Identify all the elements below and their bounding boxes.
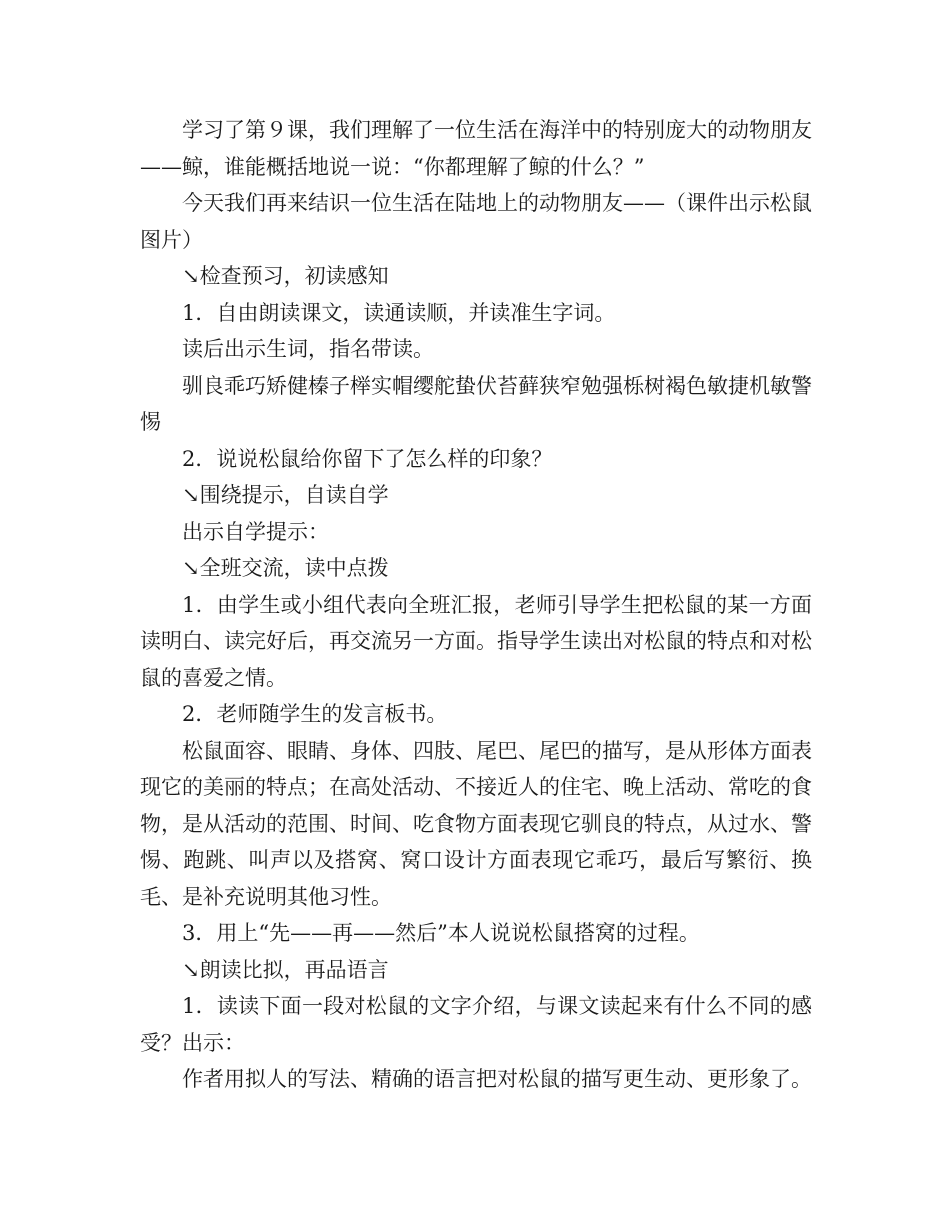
paragraph-show-vocabulary: 读后出示生词，指名带读。 <box>182 337 434 361</box>
paragraph-self-study-prompt: 出示自学提示： <box>182 519 329 544</box>
paragraph-personification-summary: 作者用拟人的写法、精确的语言把对松鼠的描写更生动、更形象了。 <box>182 1067 812 1091</box>
paragraph-step-1-compare-text: 1．读读下面一段对松鼠的文字介绍，与课文读起来有什么不同的感受？出示： <box>140 994 812 1055</box>
paragraph-step-3-nest-process: 3．用上“先——再——然后”本人说说松鼠搭窝的过程。 <box>182 921 700 945</box>
paragraph-new-friend: 今天我们再来结识一位生活在陆地上的动物朋友——（课件出示松鼠图片） <box>140 191 812 252</box>
section-heading-self-study: ↘围绕提示，自读自学 <box>182 483 389 507</box>
document-body <box>140 112 812 1098</box>
paragraph-step-1-report: 1．由学生或小组代表向全班汇报，老师引导学生把松鼠的某一方面读明白、读完好后，再交流另一方面。指导学生读出对松鼠的特点和对松鼠的喜爱之情。 <box>140 592 812 690</box>
paragraph-squirrel-analysis: 松鼠面容、眼睛、身体、四肢、尾巴、尾巴的描写，是从形体方面表现它的美丽的特点；在高处活动、不接近人的住宅、晚上活动、常吃的食物，是从活动的范围、时间、吃食物方面表现它驯良的特点，从过水、警惕、跑跳、叫声以及搭窝、窝口设计方面表现它乖巧，最后写繁衍、换毛、是补充说明其他习性。 <box>140 738 812 909</box>
section-heading-class-discussion: ↘全班交流，读中点拨 <box>182 556 389 580</box>
paragraph-vocabulary-list: 驯良乖巧矫健榛子榉实帽缨舵蛰伏苔藓狭窄勉强栎树褐色敏捷机敏警惕 <box>140 373 812 434</box>
section-heading-preview: ↘检查预习，初读感知 <box>182 264 389 288</box>
paragraph-step-2-board-notes: 2．老师随学生的发言板书。 <box>182 702 448 726</box>
paragraph-step-1-read-aloud: 1．自由朗读课文，读通读顺，并读准生字词。 <box>182 300 616 325</box>
paragraph-lesson-intro: 学习了第９课，我们理解了一位生活在海洋中的特别庞大的动物朋友——鲸，谁能概括地说一说：“你都理解了鲸的什么？” <box>140 118 812 179</box>
section-heading-compare-language: ↘朗读比拟，再品语言 <box>182 957 389 982</box>
paragraph-step-2-impression: 2．说说松鼠给你留下了怎么样的印象？ <box>182 446 553 471</box>
